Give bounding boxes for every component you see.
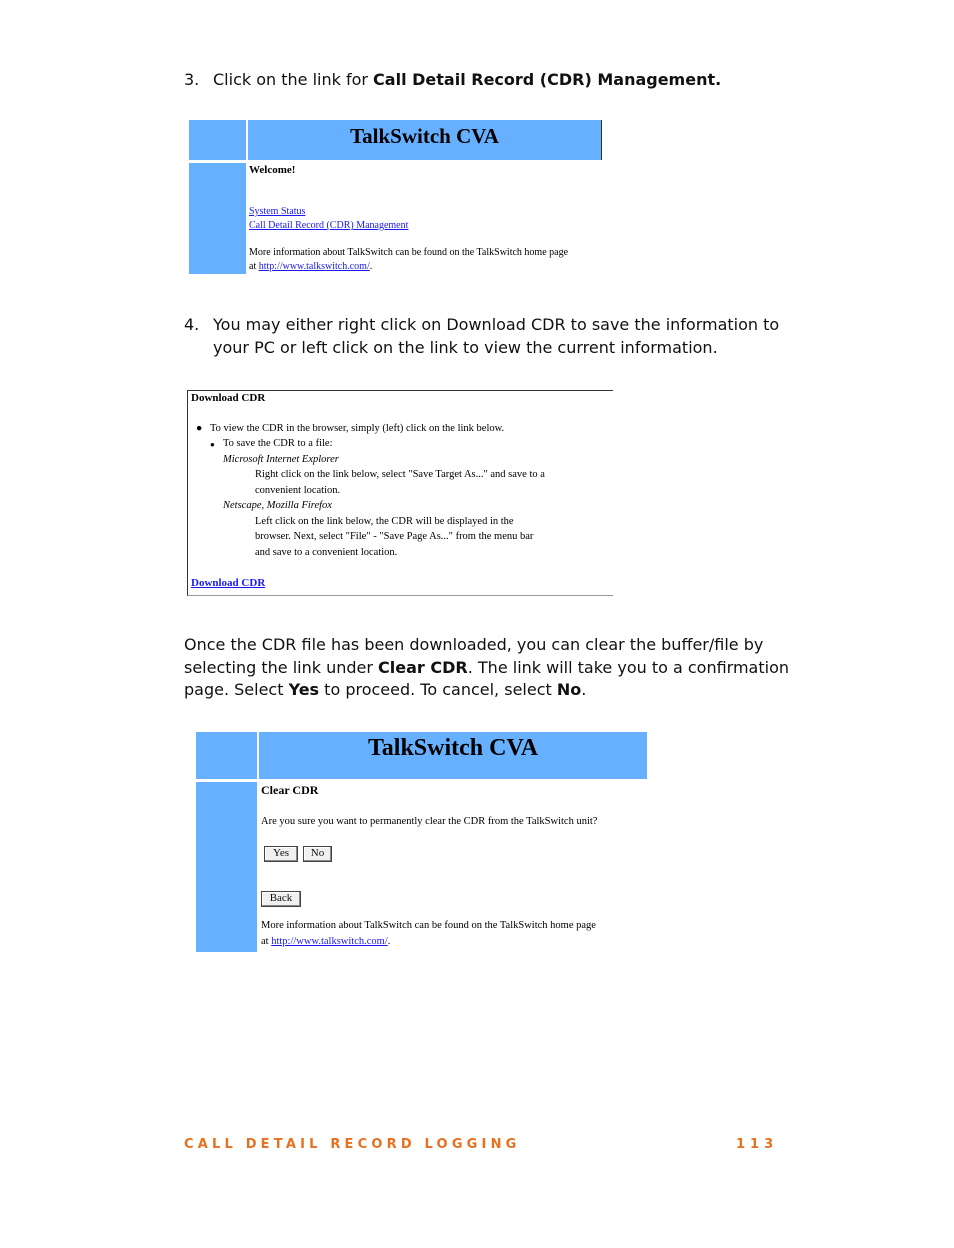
step-number: 4. <box>184 315 200 334</box>
bullet-2-text: To save the CDR to a file: <box>223 438 333 449</box>
welcome-heading: Welcome! <box>249 164 296 176</box>
step-text <box>213 69 784 92</box>
bullet-1-text: To view the CDR in the browser, simply (left) click on the link below. <box>210 423 505 434</box>
download-cdr-screenshot <box>187 390 613 596</box>
yes-button[interactable]: Yes <box>264 846 298 862</box>
confirm-question: Are you sure you want to permanently clear the CDR from the TalkSwitch unit? <box>261 816 598 827</box>
at-text: at <box>261 936 272 947</box>
ie-label: Microsoft Internet Explorer <box>223 454 339 465</box>
system-status-link[interactable]: System Status <box>249 206 306 217</box>
line-2-c: . The link will take you to a confirmation <box>467 657 790 677</box>
sidebar <box>189 163 246 274</box>
no-button[interactable]: No <box>303 846 332 862</box>
step-line-1: You may either right click on Download CDR to save the information to <box>213 315 780 334</box>
more-info-b: can be found on the TalkSwitch home page <box>392 247 569 258</box>
step-text-plain: Click on the link for <box>213 70 374 89</box>
clear-cdr-paragraph <box>184 634 804 702</box>
paragraph-line-3 <box>184 679 804 702</box>
line-3-a: page. Select <box>184 680 289 699</box>
page-number: 113 <box>736 1137 779 1152</box>
period: . <box>387 936 391 947</box>
step-number: 3. <box>184 70 200 89</box>
bullet-dot-icon: ● <box>210 440 215 449</box>
talkswitch-url-link[interactable]: http://www.talkswitch.com/ <box>258 261 370 272</box>
bullet-1 <box>196 423 505 434</box>
app-title: TalkSwitch CVA <box>367 735 539 761</box>
cdr-management-link[interactable]: Call Detail Record (CDR) Management <box>249 220 409 231</box>
back-button[interactable]: Back <box>261 891 301 907</box>
app-title: TalkSwitch CVA <box>350 124 499 148</box>
clear-cdr-heading: Clear CDR <box>261 783 319 797</box>
download-cdr-heading: Download CDR <box>191 392 266 404</box>
period: . <box>369 261 373 272</box>
at-text: at <box>249 261 259 272</box>
sidebar-top-cell <box>189 120 248 160</box>
step-line-2: your PC or left click on the link to view the current information. <box>213 337 718 357</box>
line-3-yes: Yes <box>288 680 320 699</box>
footer-section-title: CALL DETAIL RECORD LOGGING <box>184 1137 521 1152</box>
netscape-label: Netscape, Mozilla Firefox <box>223 500 332 511</box>
step-4 <box>184 314 804 359</box>
paragraph-line-1: Once the CDR file has been downloaded, you can clear the buffer/file by <box>184 635 764 654</box>
line-3-c: to proceed. To cancel, select <box>319 680 557 699</box>
ns-instructions-3: and save to a convenient location. <box>255 547 398 558</box>
more-info-text <box>249 247 568 258</box>
ns-instructions-2: browser. Next, select "File" - "Save Page As..." from the menu bar <box>255 531 534 542</box>
more-info-url-line <box>261 936 390 947</box>
sidebar-top-cell <box>196 732 259 779</box>
line-3-e: . <box>581 680 587 699</box>
line-3-no: No <box>556 680 582 699</box>
talkswitch-url-link[interactable]: http://www.talkswitch.com/ <box>271 936 388 947</box>
step-text-bold: Call Detail Record (CDR) Management. <box>373 70 722 89</box>
line-2-a: selecting the link under <box>184 657 379 677</box>
step-3 <box>184 69 784 92</box>
clear-cdr-screenshot <box>196 732 648 954</box>
more-info-url-line <box>249 261 372 272</box>
bullet-dot-icon: ● <box>196 423 203 434</box>
line-2-bold: Clear CDR <box>378 657 468 677</box>
ie-instructions-2: convenient location. <box>255 485 341 496</box>
sidebar <box>196 782 257 952</box>
ns-instructions-1: Left click on the link below, the CDR will be displayed in the <box>255 516 514 527</box>
ie-instructions-1: Right click on the link below, select "Save Target As..." and save to a <box>255 469 545 480</box>
more-info-brand: TalkSwitch <box>347 247 393 258</box>
more-info-text: More information about TalkSwitch can be found on the TalkSwitch home page <box>261 920 596 931</box>
talkswitch-welcome-screenshot <box>189 120 603 274</box>
paragraph-line-2 <box>184 657 804 680</box>
more-info-a: More information about <box>249 247 348 258</box>
download-cdr-link[interactable]: Download CDR <box>191 577 266 589</box>
bullet-2 <box>210 438 333 449</box>
